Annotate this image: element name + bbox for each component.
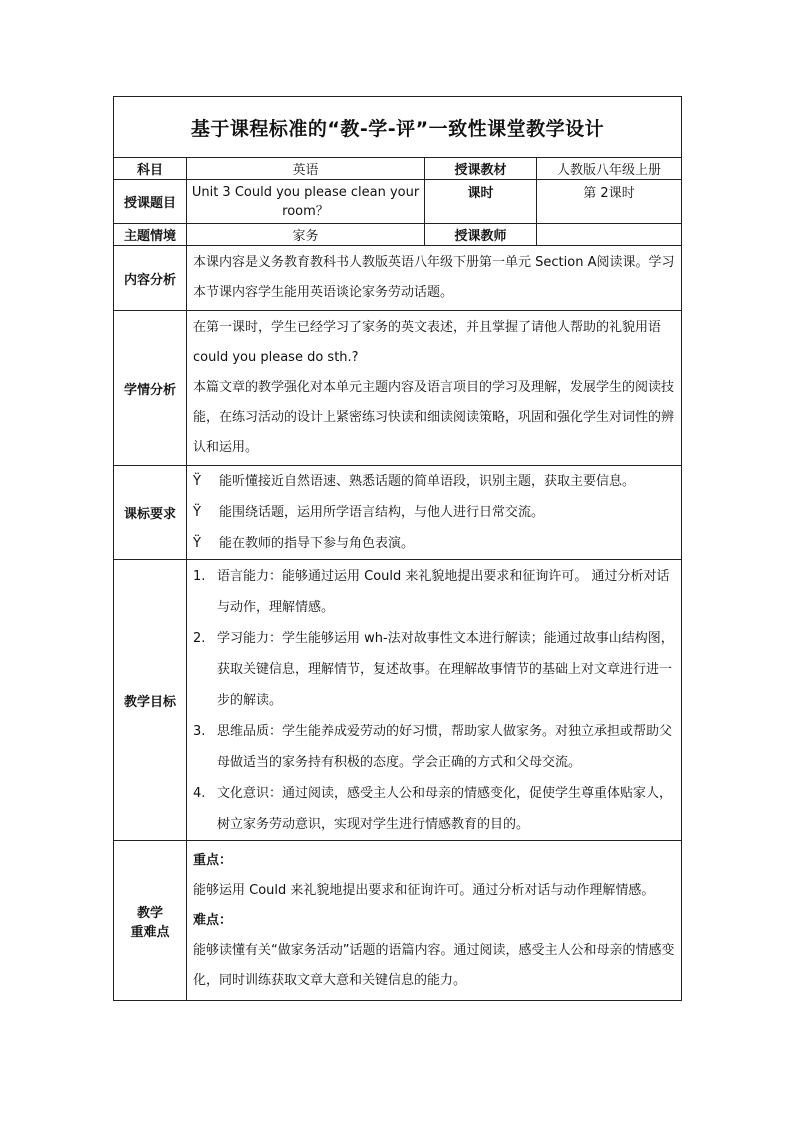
scene-value: 家务 bbox=[187, 224, 425, 246]
learner-analysis-row bbox=[114, 311, 682, 466]
keypoints-label-line: 教学 bbox=[136, 905, 163, 921]
scene-label: 主题情境 bbox=[114, 224, 187, 246]
objective-number: 4. bbox=[193, 785, 206, 801]
objective-number: 2. bbox=[193, 630, 206, 646]
textbook-value: 人教版八年级上册 bbox=[537, 158, 682, 180]
objective-number: 1. bbox=[193, 568, 206, 584]
lesson-plan-document bbox=[113, 96, 681, 1001]
content-analysis-row bbox=[114, 246, 682, 311]
bullet-icon: Ÿ bbox=[193, 536, 201, 551]
bullet-icon: Ÿ bbox=[193, 505, 201, 520]
subject-value: 英语 bbox=[187, 158, 425, 180]
learner-analysis-cell bbox=[187, 311, 682, 466]
list-item bbox=[193, 716, 675, 778]
objective-text: 语言能力：能够通过运用 Could 来礼貌地提出要求和征询许可。 通过分析对话与动作，理解情感。 bbox=[217, 568, 670, 615]
list-item bbox=[193, 778, 675, 840]
list-item bbox=[187, 466, 681, 497]
list-item bbox=[187, 497, 681, 528]
objectives-list bbox=[187, 561, 681, 840]
list-item bbox=[193, 623, 675, 716]
content-analysis-label: 内容分析 bbox=[114, 246, 187, 311]
standards-label: 课标要求 bbox=[114, 466, 187, 560]
learner-paragraph: 本篇文章的教学强化对本单元主题内容及语言项目的学习及理解，发展学生的阅读技能，在练习活动的设计上紧密练习快读和细读阅读策略，巩固和强化学生对词性的辨认和运用。 bbox=[193, 380, 675, 455]
standards-row bbox=[114, 466, 682, 560]
objectives-cell bbox=[187, 560, 682, 841]
topic-row bbox=[114, 180, 682, 224]
topic-value: Unit 3 Could you please clean your room？ bbox=[187, 180, 425, 224]
document-title: 基于课程标准的“教-学-评”一致性课堂教学设计 bbox=[114, 97, 682, 158]
list-item bbox=[187, 528, 681, 559]
textbook-label: 授课教材 bbox=[425, 158, 537, 180]
focus-heading: 重点： bbox=[193, 852, 233, 868]
subject-label: 科目 bbox=[114, 158, 187, 180]
standard-text: 能围绕话题，运用所学语言结构，与他人进行日常交流。 bbox=[219, 505, 545, 520]
title-row bbox=[114, 97, 682, 158]
content-analysis-cell bbox=[187, 246, 682, 311]
standards-cell bbox=[187, 466, 682, 560]
objective-number: 3. bbox=[193, 723, 206, 739]
objectives-row bbox=[114, 560, 682, 841]
list-item bbox=[193, 561, 675, 623]
keypoints-cell bbox=[187, 841, 682, 1001]
keypoints-label bbox=[114, 841, 187, 1001]
standard-text: 能听懂接近自然语速、熟悉话题的简单语段，识别主题，获取主要信息。 bbox=[219, 474, 636, 489]
learner-analysis-label: 学情分析 bbox=[114, 311, 187, 466]
standard-text: 能在教师的指导下参与角色表演。 bbox=[219, 536, 415, 551]
period-value: 第 2课时 bbox=[537, 180, 682, 224]
objective-text: 思维品质：学生能养成爱劳动的好习惯，帮助家人做家务。对独立承担或帮助父母做适当的家务持有积极的态度。学会正确的方式和父母交流。 bbox=[217, 723, 673, 770]
keypoints-label-line: 重难点 bbox=[130, 924, 170, 940]
objectives-label: 教学目标 bbox=[114, 560, 187, 841]
learner-paragraph: 在第一课时，学生已经学习了家务的英文表述，并且掌握了请他人帮助的礼貌用语 could you please do sth.? bbox=[193, 320, 662, 365]
teacher-label: 授课教师 bbox=[425, 224, 537, 246]
focus-text: 能够运用 Could 来礼貌地提出要求和征询许可。通过分析对话与动作理解情感。 bbox=[193, 882, 655, 898]
difficulty-heading: 难点： bbox=[193, 912, 233, 928]
period-label: 课时 bbox=[425, 180, 537, 224]
scene-row bbox=[114, 224, 682, 246]
objective-text: 文化意识：通过阅读，感受主人公和母亲的情感变化，促使学生尊重体贴家人，树立家务劳动意识，实现对学生进行情感教育的目的。 bbox=[217, 785, 673, 832]
topic-label: 授课题目 bbox=[114, 180, 187, 224]
lesson-plan-table bbox=[113, 96, 682, 1001]
subject-row bbox=[114, 158, 682, 180]
content-analysis-text: 本课内容是义务教育教科书人教版英语八年级下册第一单元 Section A阅读课。学习本节课内容学生能用英语谈论家务劳动话题。 bbox=[193, 255, 675, 300]
bullet-icon: Ÿ bbox=[193, 474, 201, 489]
objective-text: 学习能力：学生能够运用 wh-法对故事性文本进行解读；能通过故事山结构图，获取关键信息，理解情节，复述故事。在理解故事情节的基础上对文章进行进一步的解读。 bbox=[217, 630, 674, 708]
teacher-value bbox=[537, 224, 682, 246]
keypoints-row bbox=[114, 841, 682, 1001]
difficulty-text: 能够读懂有关“做家务活动”话题的语篇内容。通过阅读，感受主人公和母亲的情感变化，同时训练获取文章大意和关键信息的能力。 bbox=[193, 942, 675, 988]
